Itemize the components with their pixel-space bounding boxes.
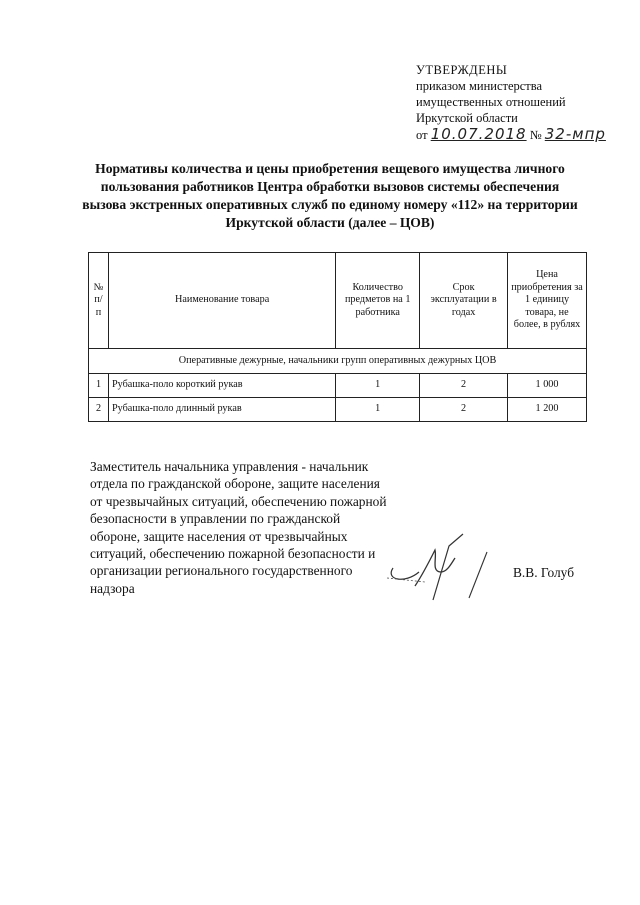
approval-block: [416, 62, 606, 143]
cell-num: 1: [89, 374, 109, 398]
number-prefix: №: [529, 128, 542, 142]
approval-date: 10.07.2018: [430, 125, 527, 143]
cell-num: 2: [89, 398, 109, 422]
cell-qty: 1: [336, 398, 420, 422]
signer-name: В.В. Голуб: [513, 565, 575, 580]
table-row: [89, 374, 587, 398]
table-row: [89, 398, 587, 422]
approval-date-line: [416, 126, 606, 143]
approval-line-1: приказом министерства: [416, 79, 543, 93]
group-label: Оперативные дежурные, начальники групп оперативных дежурных ЦОВ: [89, 349, 587, 374]
date-prefix: от: [416, 128, 428, 142]
handwritten-signature: [385, 528, 495, 608]
cell-term: 2: [420, 374, 508, 398]
col-header-term: Срок эксплуатации в годах: [420, 253, 508, 349]
approval-line-2: имущественных отношений: [416, 95, 566, 109]
col-header-price: Цена приобретения за 1 единицу товара, не более, в рублях: [508, 253, 587, 349]
col-header-num: № п/п: [89, 253, 109, 349]
norms-table: [88, 252, 587, 422]
cell-name: Рубашка-поло короткий рукав: [108, 374, 335, 398]
table-header-row: [89, 253, 587, 349]
cell-price: 1 000: [508, 374, 587, 398]
approval-header: УТВЕРЖДЕНЫ: [416, 63, 508, 77]
cell-term: 2: [420, 398, 508, 422]
signer-position: Заместитель начальника управления - начальник отдела по гражданской обороне, защите населения от чрезвычайных ситуаций, обеспечению пожарной безопасности в управлении по гражданской обороне, защите населения от чрезвычайных ситуаций, обеспечению пожарной безопасности и организации регионального государственного надзора: [90, 459, 387, 596]
document-title: Нормативы количества и цены приобретения вещевого имущества личного пользования работников Центра обработки вызовов системы обеспечения вызова экстренных оперативных служб по единому номеру «112» на территории Иркутской области (далее – ЦОВ): [82, 161, 578, 230]
cell-price: 1 200: [508, 398, 587, 422]
cell-name: Рубашка-поло длинный рукав: [108, 398, 335, 422]
cell-qty: 1: [336, 374, 420, 398]
col-header-name: Наименование товара: [108, 253, 335, 349]
approval-line-3: Иркутской области: [416, 111, 518, 125]
col-header-qty: Количество предметов на 1 работника: [336, 253, 420, 349]
group-row: [89, 349, 587, 374]
approval-number: 32-мпр: [544, 125, 606, 143]
